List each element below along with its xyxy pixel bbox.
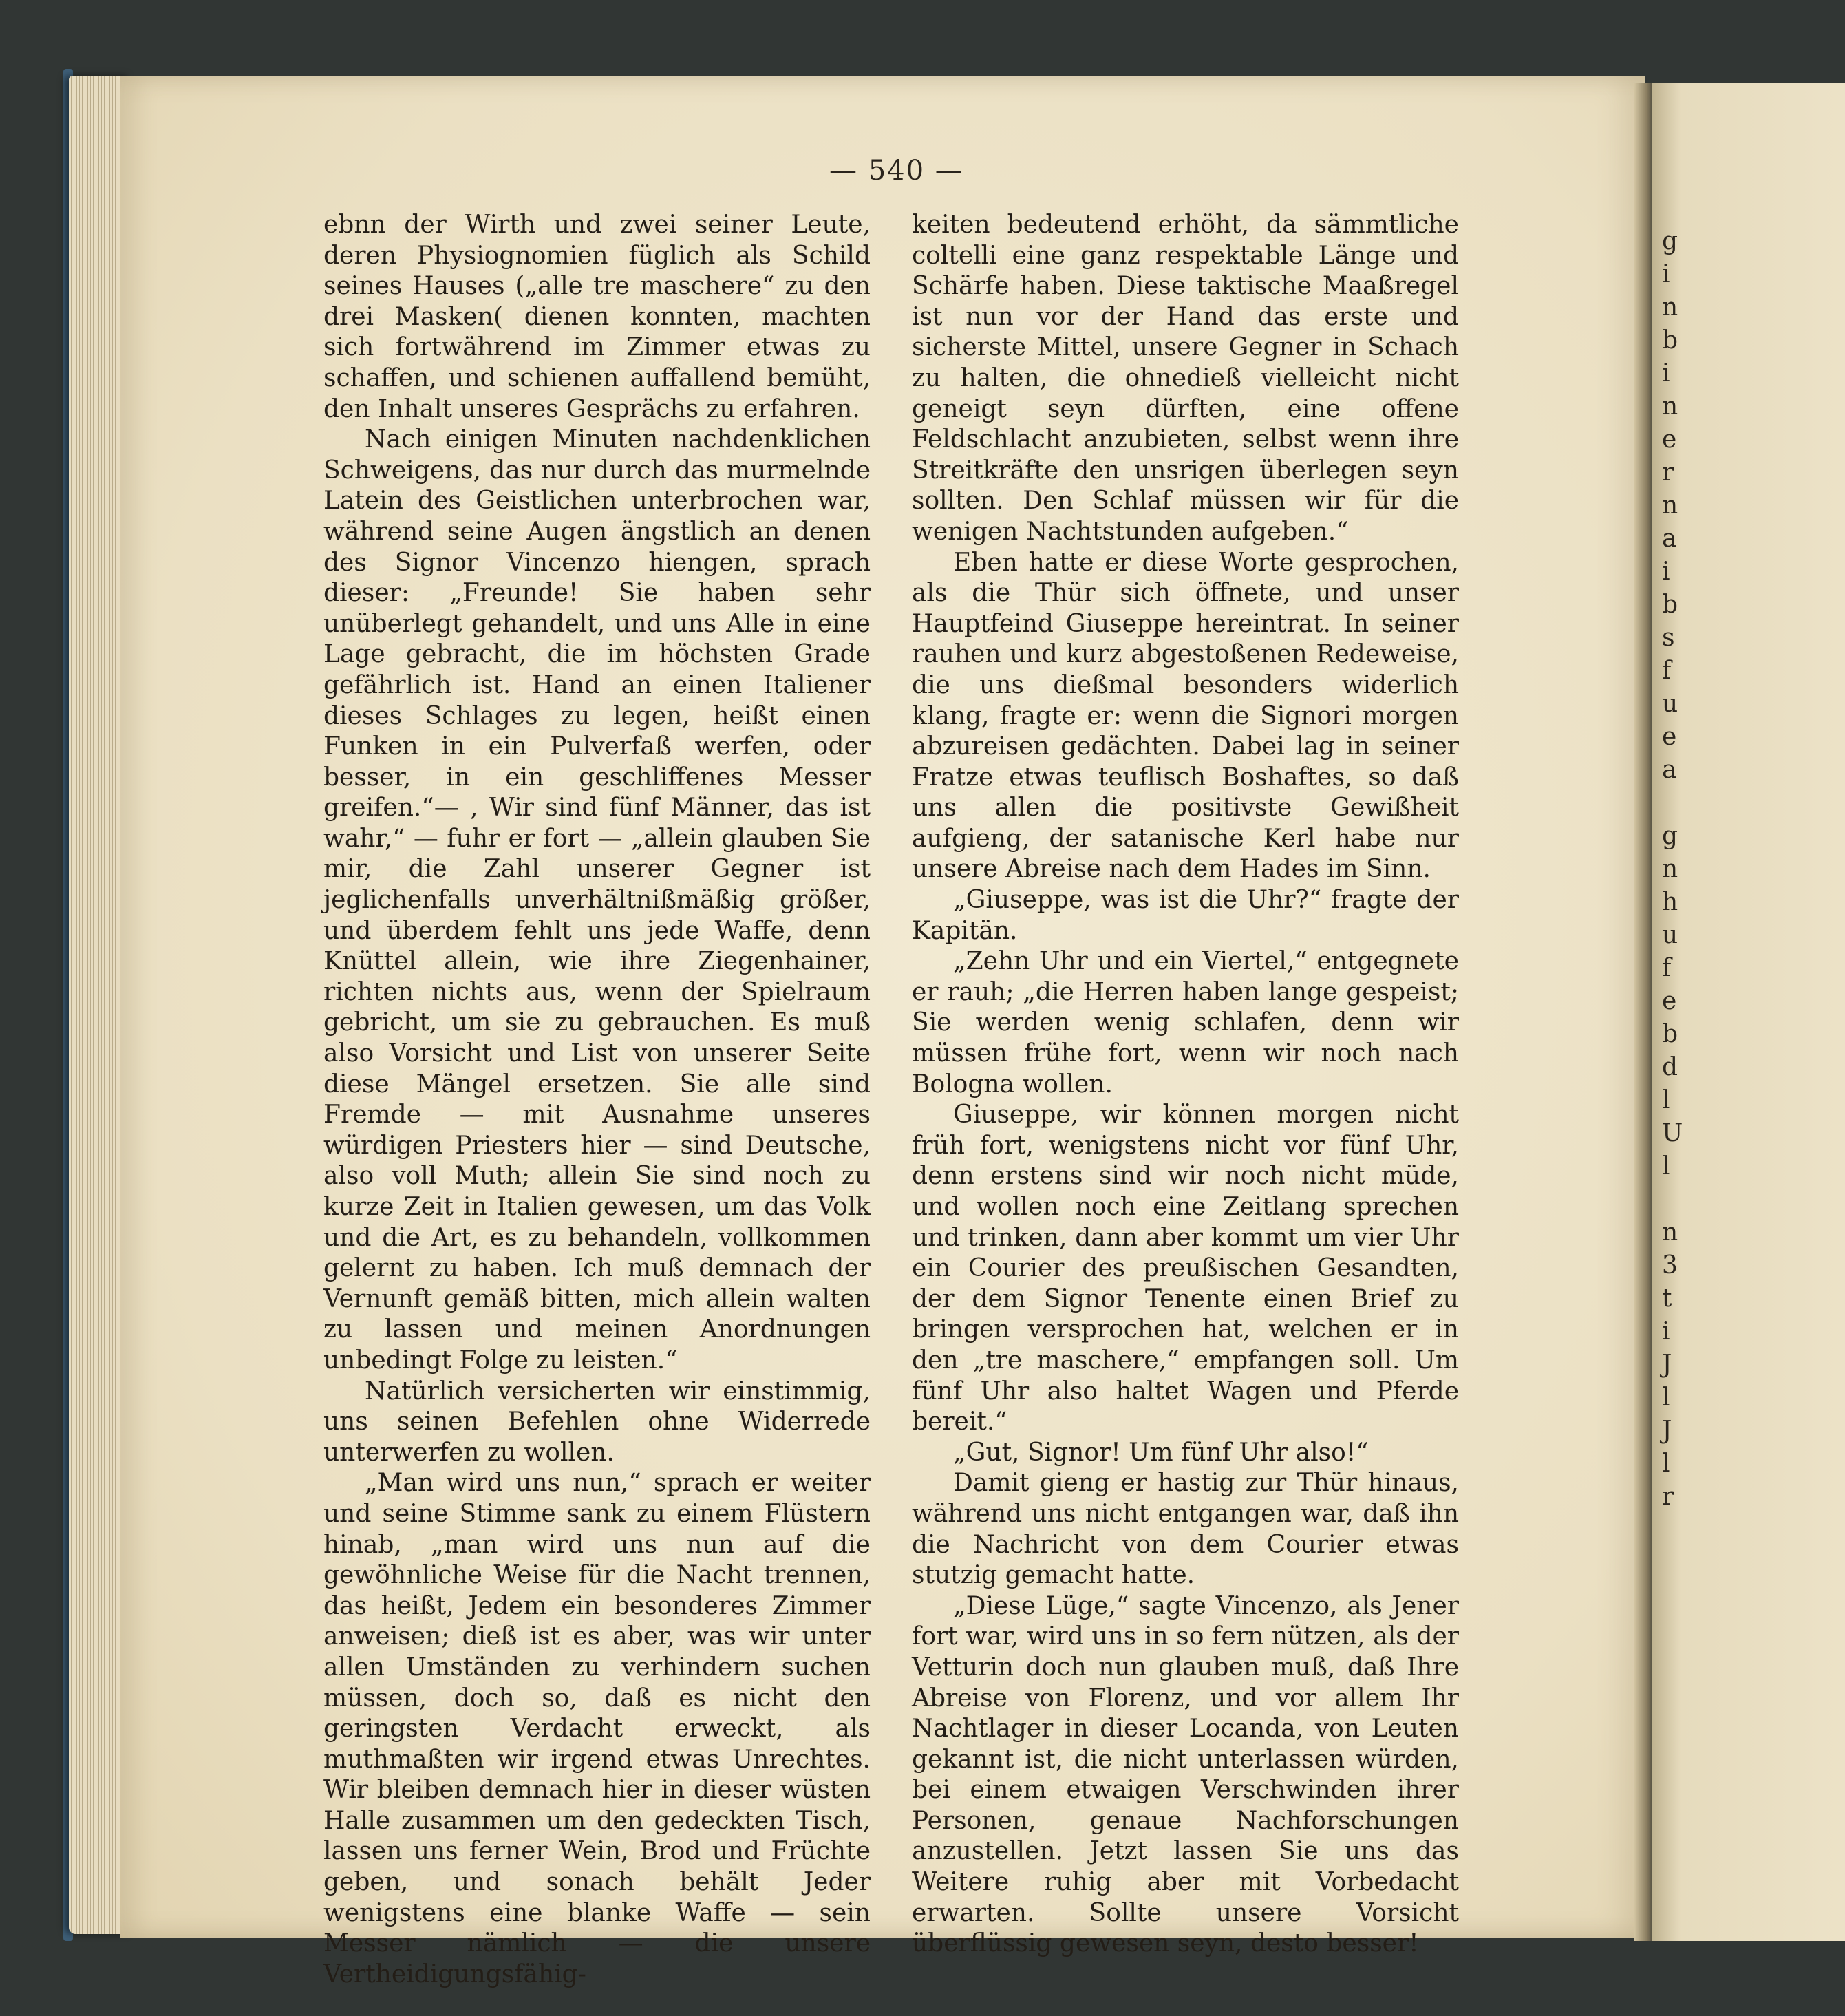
paragraph: „Diese Lüge,“ sagte Vincenzo, als Jener fort war, wird uns in so fern nützen, als der Vetturin doch nun glauben muß, daß Ihre Abreise von Florenz, und vor allem Ihr Nachtlager in dieser Locanda, von Leuten gekannt ist, die nicht unterlassen würden, bei einem etwaigen Verschwinden ihrer Personen, genaue Nachforschungen anzustellen. Jetzt lassen Sie uns das Weitere ruhig aber mit Vorbedacht erwarten. Sollte unsere Vorsicht überflüssig gewesen seyn, desto besser! — [912, 1591, 1459, 1958]
fragment-line: f — [1662, 657, 1672, 685]
paragraph: keiten bedeutend erhöht, da sämmtliche coltelli eine ganz respektable Länge und Schärfe haben. Diese taktische Maaßregel ist nun vor der Hand das erste und sicherste Mittel, unsere Gegner in Schach zu halten, die ohnedieß vielleicht nicht geneigt seyn dürften, eine offene Feldschlacht anzubieten, selbst wenn ihre Streitkräfte den unsrigen überlegen seyn sollten. Den Schlaf müssen wir für die wenigen Nachtstunden aufgeben.“ — [912, 211, 1459, 546]
fragment-line: i — [1662, 359, 1670, 388]
paragraph: „Giuseppe, was ist die Uhr?“ fragte der Kapitän. — [912, 886, 1459, 945]
fragment-line: u — [1662, 690, 1678, 718]
fragment-line: e — [1662, 723, 1677, 751]
fragment-line: l — [1662, 1383, 1670, 1412]
fragment-line: e — [1662, 425, 1677, 454]
fragment-line — [1662, 1185, 1834, 1218]
page-number: — 540 — — [829, 155, 964, 187]
fragment-line: l — [1662, 1152, 1670, 1180]
paragraph: Natürlich versicherten wir einstimmig, uns seinen Befehlen ohne Widerrede unterwerfen zu wollen. — [323, 1377, 871, 1467]
fragment-line: n — [1662, 392, 1678, 421]
paragraph: „Zehn Uhr und ein Viertel,“ entgegnete er rauh; „die Herren haben lange gespeist; Sie werden wenig schlafen, denn wir müssen frühe fort, wenn wir noch nach Bologna wollen. — [912, 947, 1459, 1099]
fragment-line: b — [1662, 326, 1678, 354]
fragment-line: f — [1662, 954, 1672, 982]
fragment-line: u — [1662, 921, 1678, 949]
paragraph: „Man wird uns nun,“ sprach er weiter und seine Stimme sank zu einem Flüstern hinab, „man wird uns nun auf die gewöhnliche Weise für die Nacht trennen, das heißt, Jedem ein besonderes Zimmer anweisen; dieß ist es aber, was wir unter allen Umständen zu verhindern suchen müssen, doch so, daß es nicht den geringsten Verdacht erweckt, als muthmaßten wir irgend etwas Unrechtes. Wir bleiben demnach hier in dieser wüsten Halle zusammen um den gedeckten Tisch, lassen uns ferner Wein, Brod und Früchte geben, und sonach behält Jeder wenigstens eine blanke Waffe — sein Messer nämlich — die unsere Vertheidigungsfähig- — [323, 1469, 871, 1988]
fragment-line: t — [1662, 1284, 1672, 1313]
paragraph: „Gut, Signor! Um fünf Uhr also!“ — [953, 1438, 1369, 1467]
fragment-line — [1662, 789, 1834, 822]
paragraph: Nach einigen Minuten nachdenklichen Schweigens, das nur durch das murmelnde Latein des Geistlichen unterbrochen war, während seine Augen ängstlich an denen des Signor Vincenzo hiengen, sprach dieser: „Freunde! Sie haben sehr unüberlegt gehandelt, und uns Alle in eine Lage gebracht, die im höchsten Grade gefährlich ist. Hand an einen Italiener dieses Schlages zu legen, heißt einen Funken in ein Pulverfaß werfen, oder besser, in ein geschliffenes Messer greifen.“— , Wir sind fünf Männer, das ist wahr,“ — fuhr er fort — „allein glauben Sie mir, die Zahl unserer Gegner ist jeglichenfalls unverhältnißmäßig größer, und überdem fehlt uns jede Waffe, denn Knüttel allein, wie ihre Ziegenhainer, richten nichts aus, wenn der Spielraum gebricht, um sie zu gebrauchen. Es muß also Vorsicht und List von unserer Seite diese Mängel ersetzen. Sie alle sind Fremde — mit Ausnahme unseres würdigen Priesters hier — sind Deutsche, also voll Muth; allein Sie sind noch zu kurze Zeit in Italien gewesen, um das Volk und die Art, es zu behandeln, vollkommen gelernt zu haben. Ich muß demnach der Vernunft gemäß bitten, mich allein walten zu lassen und meinen Anordnungen unbedingt Folge zu leisten.“ — [323, 425, 871, 1375]
fragment-line: n — [1662, 1218, 1678, 1246]
fragment-line: U — [1662, 1119, 1683, 1147]
fragment-line: b — [1662, 591, 1678, 619]
fragment-line: e — [1662, 987, 1677, 1015]
fragment-line: l — [1662, 1450, 1670, 1478]
fragment-line: a — [1662, 524, 1677, 553]
paragraph: Giuseppe, wir können morgen nicht früh fort, wenigstens nicht vor fünf Uhr, denn erstens sind wir noch nicht müde, und wollen noch eine Zeitlang sprechen und trinken, dann aber kommt um vier Uhr ein Courier des preußischen Gesandten, der dem Signor Tenente einen Brief zu bringen versprochen hat, welchen er in den „tre maschere,“ empfangen soll. Um fünf Uhr also haltet Wagen und Pferde bereit.“ — [912, 1101, 1459, 1436]
fragment-line: b — [1662, 1020, 1678, 1048]
paragraph: Damit gieng er hastig zur Thür hinaus, während uns nicht entgangen war, daß ihn die Nachricht von dem Courier etwas stutzig gemacht hatte. — [912, 1469, 1459, 1590]
fragment-line: d — [1662, 1053, 1678, 1081]
fragment-line: s — [1662, 624, 1675, 652]
right-column — [912, 210, 1459, 1960]
fragment-line: J — [1662, 1416, 1672, 1445]
fragment-line: n — [1662, 855, 1678, 883]
fragment-line: 3 — [1662, 1251, 1678, 1280]
fragment-line: a — [1662, 756, 1677, 784]
fragment-line: h — [1662, 888, 1678, 916]
fragment-line: i — [1662, 558, 1670, 586]
fragment-line: l — [1662, 1086, 1670, 1114]
left-column — [323, 210, 871, 1990]
fragment-line: r — [1662, 458, 1674, 487]
paragraph: ebnn der Wirth und zwei seiner Leute, deren Physiognomien füglich als Schild seines Hauses („alle tre maschere“ zu den drei Masken( dienen konnten, machten sich fortwährend im Zimmer etwas zu schaffen, und schienen auffallend bemüht, den Inhalt unseres Gesprächs zu erfahren. — [323, 211, 871, 423]
fragment-line: n — [1662, 293, 1678, 321]
fragment-line: g — [1662, 227, 1678, 255]
adjacent-page-text-fragments — [1662, 227, 1834, 1516]
fragment-line: g — [1662, 822, 1678, 850]
fragment-line: r — [1662, 1483, 1674, 1511]
paragraph: Eben hatte er diese Worte gesprochen, als die Thür sich öffnete, und unser Hauptfeind Giuseppe hereintrat. In seiner rauhen und kurz abgestoßenen Redeweise, die uns dießmal besonders widerlich klang, fragte er: wenn die Signori morgen abzureisen gedächten. Dabei lag in seiner Fratze etwas teuflisch Boshaftes, so daß uns allen die positivste Gewißheit aufgieng, der satanische Kerl habe nur unsere Abreise nach dem Hades im Sinn. — [912, 548, 1459, 884]
fragment-line: J — [1662, 1350, 1672, 1379]
fragment-line: i — [1662, 260, 1670, 288]
fragment-line: n — [1662, 491, 1678, 520]
fragment-line: i — [1662, 1317, 1670, 1346]
